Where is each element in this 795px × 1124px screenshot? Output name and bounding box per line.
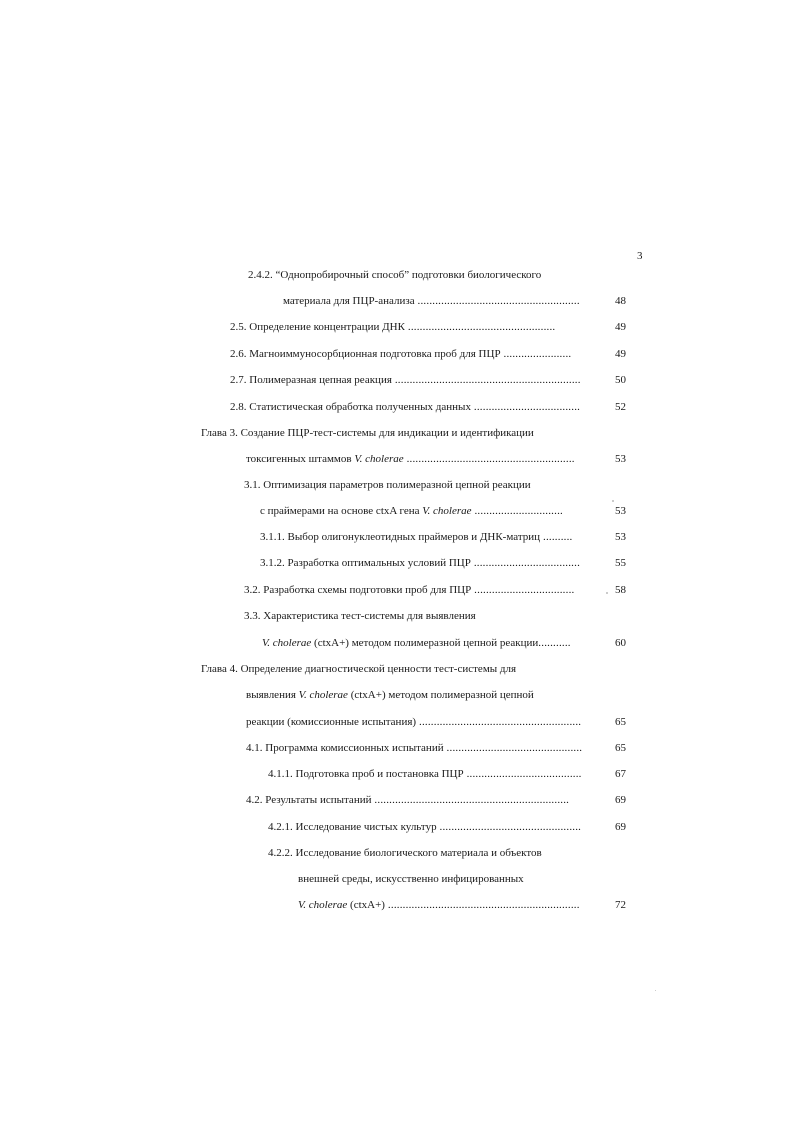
toc-page-number: 58 — [615, 584, 626, 596]
toc-entry-title-prefix: токсигенных штаммов — [246, 453, 355, 465]
toc-entry — [201, 662, 516, 676]
toc-entry — [260, 556, 580, 570]
toc-entry-title: 3.1.2. Разработка оптимальных условий ПЦР — [260, 557, 471, 569]
species-name: V. cholerae — [298, 899, 348, 911]
toc-entry-title-prefix: выявления — [246, 689, 299, 701]
toc-entry-title: 2.8. Статистическая обработка полученных данных — [230, 401, 471, 413]
toc-entry — [246, 452, 575, 466]
toc-entry — [283, 294, 580, 308]
toc-page-number: 60 — [615, 637, 626, 649]
toc-entry — [230, 400, 580, 414]
toc-page-number: 50 — [615, 374, 626, 386]
toc-leader-dots: .................................... — [470, 401, 581, 413]
toc-entry — [230, 347, 571, 361]
toc-entry — [244, 609, 476, 623]
toc-entry-title: 2.7. Полимеразная цепная реакция — [230, 374, 392, 386]
toc-leader-dots: ................................................................. — [384, 899, 580, 911]
toc-entry — [246, 688, 534, 702]
toc-page-number: 65 — [615, 716, 626, 728]
toc-leader-dots: ....................................... — [463, 768, 582, 780]
toc-entry-title: 4.2.1. Исследование чистых культур — [268, 821, 437, 833]
toc-entry-title: Глава 4. Определение диагностической ценности тест-системы для — [201, 663, 517, 675]
toc-entry — [244, 583, 574, 597]
toc-leader-dots: .......... — [540, 531, 573, 543]
toc-page-number: 53 — [615, 531, 626, 543]
toc-entry — [298, 872, 524, 886]
toc-entry — [298, 898, 580, 912]
toc-page-number: 72 — [615, 899, 626, 911]
toc-entry-title: Глава 3. Создание ПЦР-тест-системы для индикации и идентификации — [201, 427, 534, 439]
toc-entry — [268, 820, 581, 834]
toc-entry-title: 3.1.1. Выбор олигонуклеотидных праймеров и ДНК-матриц — [260, 531, 541, 543]
toc-leader-dots: ......................................................... — [403, 453, 575, 465]
toc-entry-title: материала для ПЦР-анализа — [283, 295, 415, 307]
toc-entry — [262, 636, 571, 650]
toc-page-number: 65 — [615, 742, 626, 754]
toc-leader-dots: .................................................. — [404, 321, 556, 333]
toc-page-number: 55 — [615, 557, 626, 569]
toc-entry — [244, 478, 531, 492]
toc-entry — [246, 741, 582, 755]
species-name: V. cholerae — [298, 689, 348, 701]
toc-entry-title: 4.1.1. Подготовка проб и постановка ПЦР — [268, 768, 464, 780]
toc-entry — [248, 268, 541, 282]
toc-leader-dots: .................................... — [470, 557, 581, 569]
species-name: V. cholerae — [422, 505, 472, 517]
toc-entry-title: 4.1. Программа комиссионных испытаний — [246, 742, 444, 754]
toc-entry-title: 3.2. Разработка схемы подготовки проб для ПЦР — [244, 584, 472, 596]
toc-page-number: 48 — [615, 295, 626, 307]
toc-entry-title: 3.1. Оптимизация параметров полимеразной цепной реакции — [244, 479, 531, 491]
toc-leader-dots: ............................................................... — [391, 374, 581, 386]
toc-entry — [246, 715, 581, 729]
toc-entry-title: 2.6. Магноиммуносорбционная подготовка проб для ПЦР — [230, 348, 501, 360]
toc-page-number: 69 — [615, 794, 626, 806]
toc-entry-title: 2.5. Определение концентрации ДНК — [230, 321, 405, 333]
toc-entry-title: 4.2.2. Исследование биологического материала и объектов — [268, 847, 542, 859]
toc-entry-title: 2.4.2. “Однопробирочный способ” подготовки биологического — [248, 269, 542, 281]
scan-speck — [606, 592, 608, 594]
toc-leader-dots: ....................... — [500, 348, 572, 360]
scan-speck — [612, 500, 614, 502]
toc-page-number: 49 — [615, 321, 626, 333]
toc-entry — [260, 504, 563, 518]
toc-entry-title: реакции (комиссионные испытания) — [246, 716, 417, 728]
toc-entry — [268, 767, 582, 781]
toc-page-number: 67 — [615, 768, 626, 780]
toc-entry-title-prefix: с праймерами на основе ctxA гена — [260, 505, 423, 517]
toc-entry-title: внешней среды, искусственно инфицированных — [298, 873, 524, 885]
toc-entry — [230, 373, 581, 387]
toc-page-number: 53 — [615, 505, 626, 517]
toc-leader-dots: .................................................................. — [371, 794, 570, 806]
page-number: 3 — [637, 250, 643, 262]
toc-leader-dots: .............................. — [471, 505, 563, 517]
species-name: V. cholerae — [354, 453, 404, 465]
toc-leader-dots: .............................................. — [443, 742, 583, 754]
toc-leader-dots: ................................................ — [436, 821, 582, 833]
toc-entry-title-suffix: (ctxA+) методом полимеразной цепной — [347, 689, 534, 701]
toc-entry-title-suffix: (ctxA+) методом полимеразной цепной реакции — [311, 637, 539, 649]
toc-entry-title: 4.2. Результаты испытаний — [246, 794, 372, 806]
species-name: V. cholerae — [262, 637, 312, 649]
toc-entry — [230, 320, 555, 334]
toc-page-number: 53 — [615, 453, 626, 465]
toc-leader-dots: ........... — [538, 637, 571, 649]
toc-entry-title: 3.3. Характеристика тест-системы для выявления — [244, 610, 476, 622]
toc-leader-dots: ....................................................... — [416, 716, 582, 728]
toc-entry — [260, 530, 573, 544]
toc-leader-dots: .................................. — [471, 584, 575, 596]
scan-speck — [655, 990, 656, 991]
toc-entry — [246, 793, 569, 807]
toc-entry-title-suffix: (ctxA+) — [347, 899, 385, 911]
toc-entry — [201, 426, 534, 440]
toc-page-number: 49 — [615, 348, 626, 360]
toc-page-number: 69 — [615, 821, 626, 833]
toc-leader-dots: ....................................................... — [414, 295, 580, 307]
toc-page-number: 52 — [615, 401, 626, 413]
toc-entry — [268, 846, 542, 860]
